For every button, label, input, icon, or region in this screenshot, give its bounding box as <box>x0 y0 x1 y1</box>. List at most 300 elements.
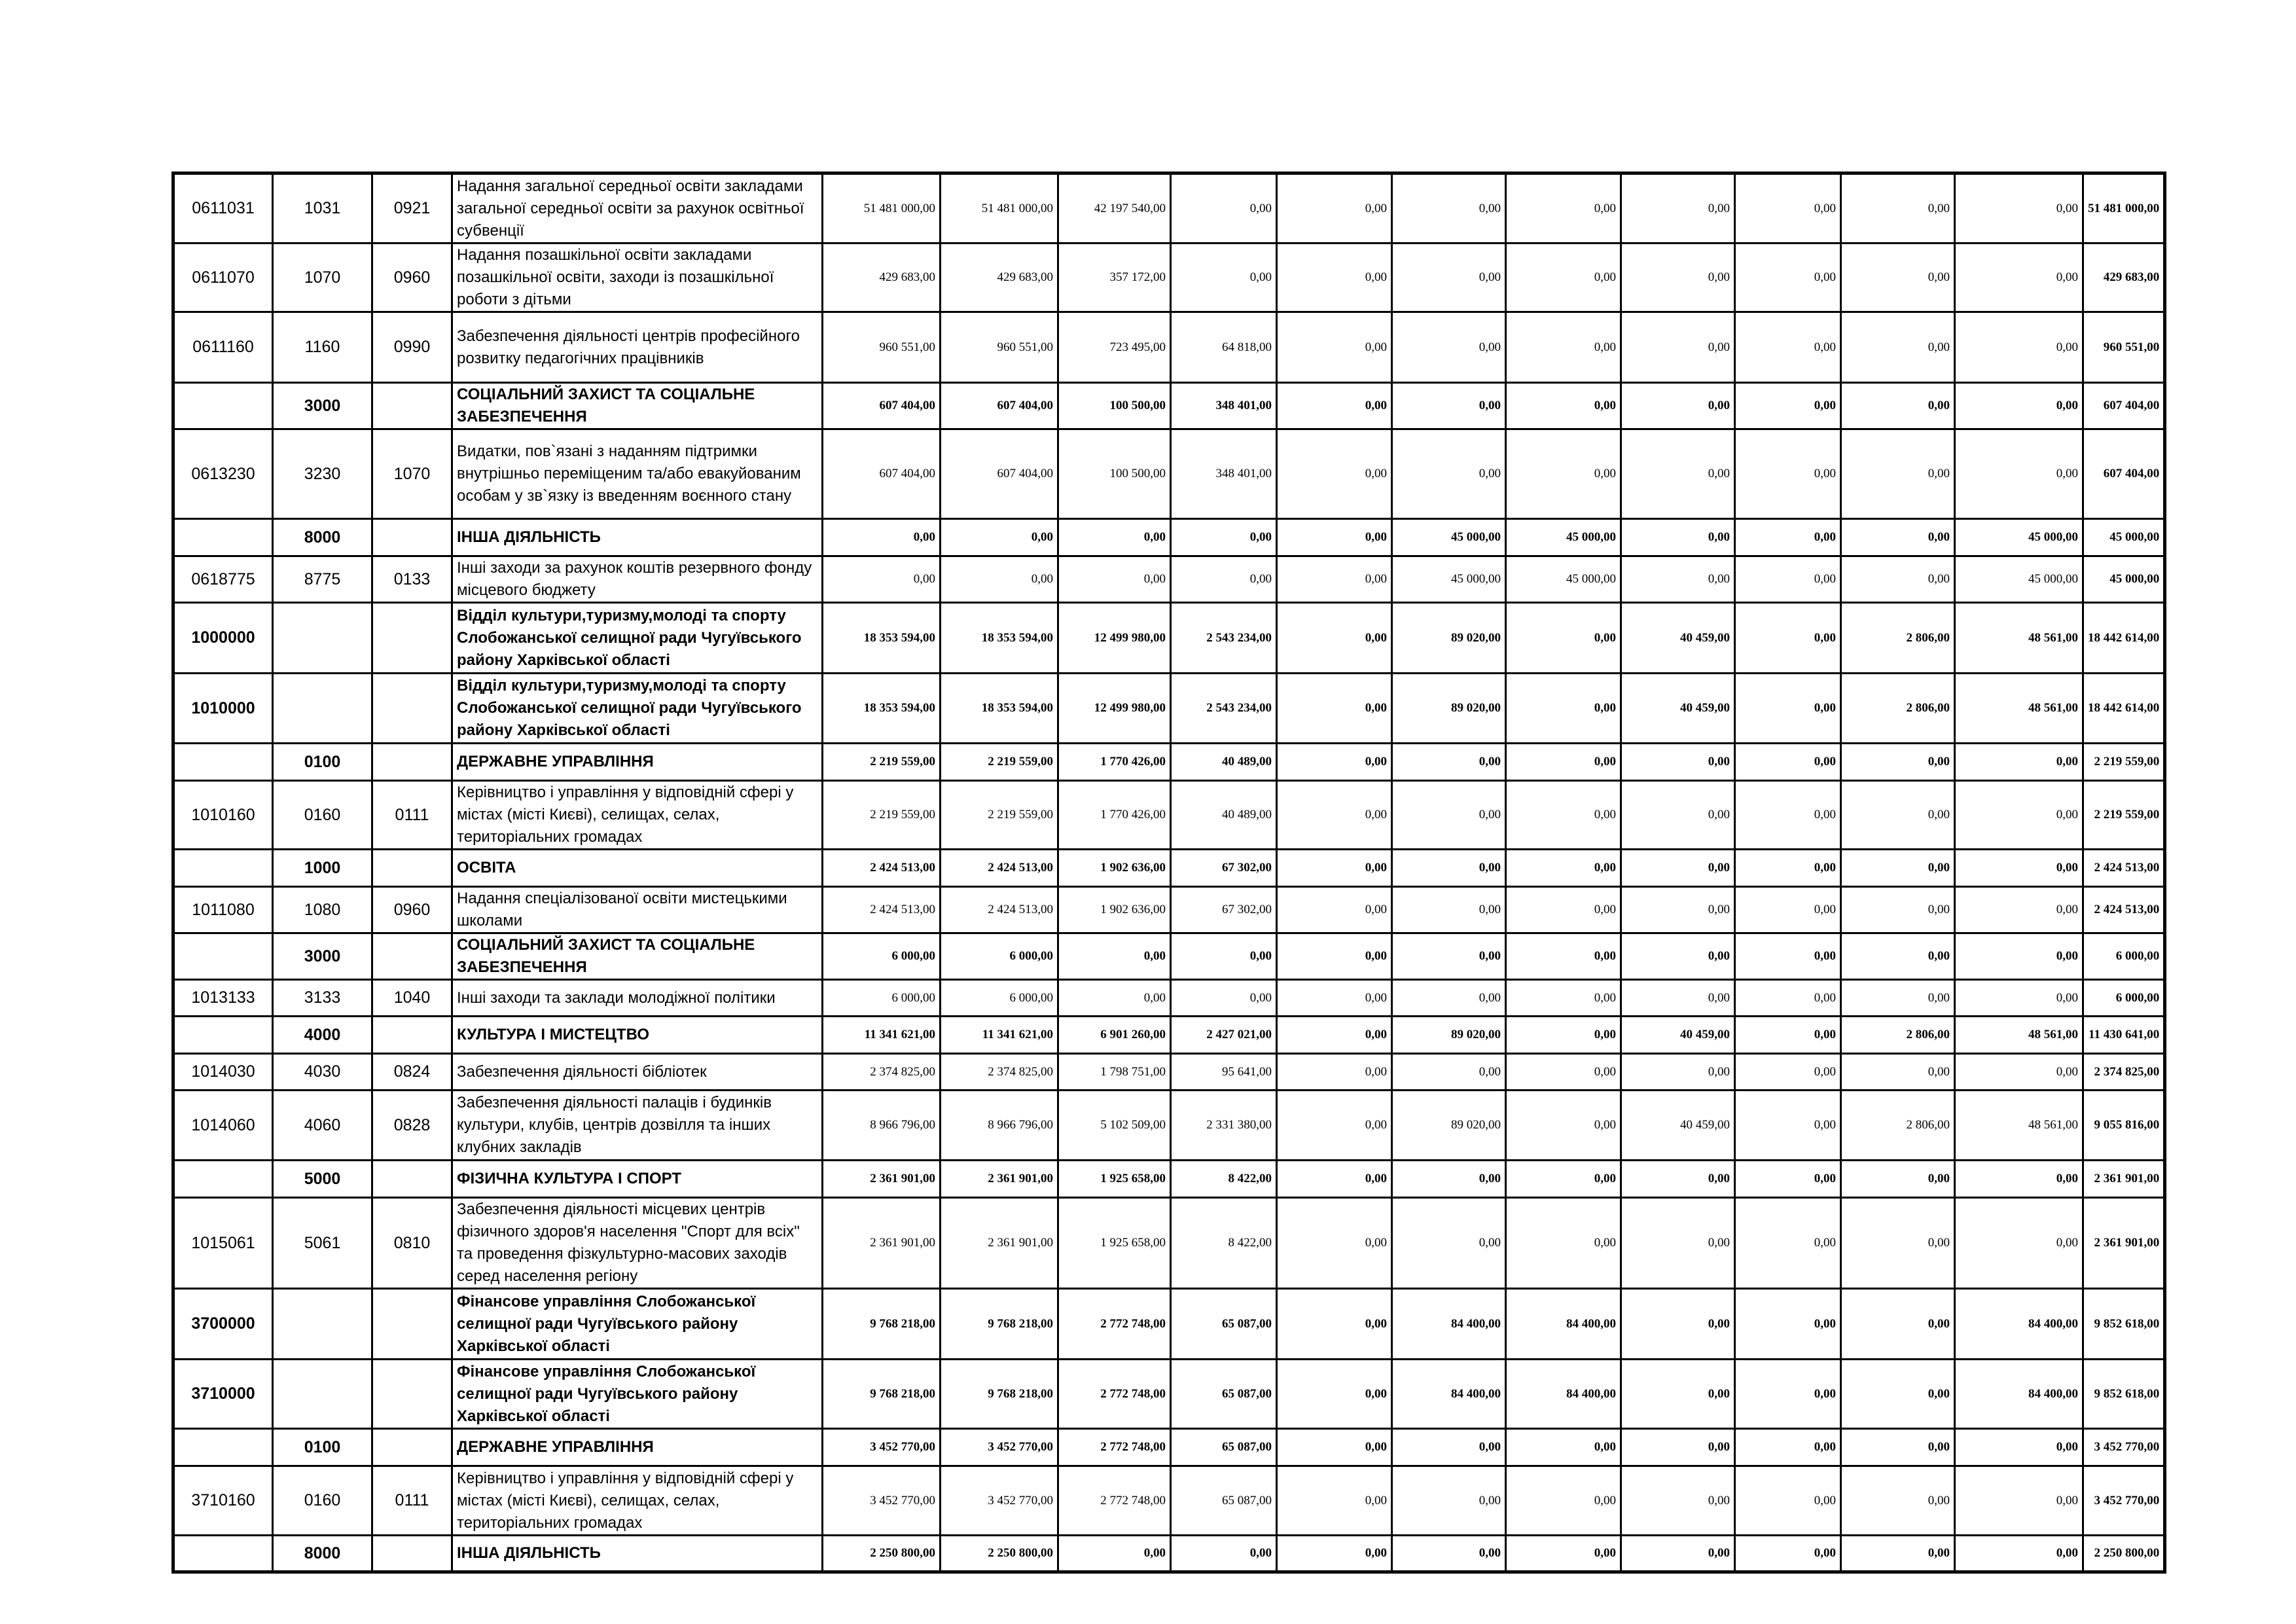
amount-cell: 0,00 <box>1955 1536 2083 1572</box>
amount-cell: 1 902 636,00 <box>1058 850 1171 887</box>
amount-cell: 0,00 <box>1506 1017 1621 1054</box>
amount-cell: 89 020,00 <box>1392 1017 1506 1054</box>
amount-cell: 0,00 <box>1506 1429 1621 1466</box>
amount-cell: 2 361 901,00 <box>823 1161 941 1198</box>
amount-cell: 0,00 <box>1392 781 1506 850</box>
amount-cell: 0,00 <box>1621 1360 1735 1429</box>
amount-cell: 2 250 800,00 <box>823 1536 941 1572</box>
program-name-cell: Керівництво і управління у відповідній сфері у містах (місті Києві), селищах, селах, територіальних громадах <box>452 781 823 850</box>
amount-cell: 0,00 <box>1277 1161 1392 1198</box>
code-cell-tpkvk <box>273 603 372 674</box>
program-name-cell: ІНША ДІЯЛЬНІСТЬ <box>452 1536 823 1572</box>
amount-cell: 84 400,00 <box>1955 1289 2083 1360</box>
program-name-cell: ФІЗИЧНА КУЛЬТУРА І СПОРТ <box>452 1161 823 1198</box>
amount-cell: 89 020,00 <box>1392 674 1506 744</box>
amount-cell: 2 543 234,00 <box>1171 674 1277 744</box>
code-cell-tpkvk: 3133 <box>273 980 372 1017</box>
amount-cell: 67 302,00 <box>1171 850 1277 887</box>
code-cell-kfkvk: 0111 <box>372 781 452 850</box>
amount-cell: 0,00 <box>1506 1466 1621 1536</box>
code-cell-kpkvk: 0613230 <box>173 429 273 519</box>
program-name-cell: Надання загальної середньої освіти закладами загальної середньої освіти за рахунок освітньої субвенції <box>452 173 823 244</box>
code-cell-kfkvk: 0824 <box>372 1054 452 1091</box>
amount-cell: 2 806,00 <box>1841 1091 1955 1161</box>
code-cell-kfkvk: 0828 <box>372 1091 452 1161</box>
amount-cell: 0,00 <box>1841 556 1955 603</box>
table-row <box>173 1161 2165 1198</box>
amount-cell: 0,00 <box>1277 1466 1392 1536</box>
amount-cell: 65 087,00 <box>1171 1360 1277 1429</box>
table-row <box>173 980 2165 1017</box>
amount-cell: 0,00 <box>1277 674 1392 744</box>
code-cell-kfkvk: 0960 <box>372 887 452 933</box>
amount-cell: 0,00 <box>1392 744 1506 781</box>
amount-cell: 2 219 559,00 <box>941 744 1058 781</box>
amount-cell: 0,00 <box>1955 850 2083 887</box>
amount-cell: 2 374 825,00 <box>941 1054 1058 1091</box>
total-amount-cell: 960 551,00 <box>2083 312 2165 383</box>
amount-cell: 95 641,00 <box>1171 1054 1277 1091</box>
amount-cell: 48 561,00 <box>1955 674 2083 744</box>
amount-cell: 0,00 <box>1841 1054 1955 1091</box>
code-cell-kpkvk: 0611031 <box>173 173 273 244</box>
amount-cell: 0,00 <box>1392 933 1506 980</box>
amount-cell: 0,00 <box>1392 850 1506 887</box>
amount-cell: 0,00 <box>1171 173 1277 244</box>
amount-cell: 1 798 751,00 <box>1058 1054 1171 1091</box>
amount-cell: 0,00 <box>1171 933 1277 980</box>
amount-cell: 9 768 218,00 <box>941 1289 1058 1360</box>
amount-cell: 3 452 770,00 <box>823 1466 941 1536</box>
amount-cell: 84 400,00 <box>1392 1289 1506 1360</box>
code-cell-tpkvk: 0160 <box>273 1466 372 1536</box>
table-row <box>173 1429 2165 1466</box>
amount-cell: 0,00 <box>1621 1161 1735 1198</box>
table-row <box>173 850 2165 887</box>
amount-cell: 51 481 000,00 <box>823 173 941 244</box>
amount-cell: 0,00 <box>1955 244 2083 312</box>
amount-cell: 51 481 000,00 <box>941 173 1058 244</box>
program-name-cell: Керівництво і управління у відповідній сфері у містах (місті Києві), селищах, селах, територіальних громадах <box>452 1466 823 1536</box>
amount-cell: 64 818,00 <box>1171 312 1277 383</box>
amount-cell: 0,00 <box>1621 1466 1735 1536</box>
amount-cell: 0,00 <box>1392 1161 1506 1198</box>
amount-cell: 9 768 218,00 <box>941 1360 1058 1429</box>
code-cell-tpkvk: 1160 <box>273 312 372 383</box>
amount-cell: 0,00 <box>1735 1198 1841 1289</box>
table-row <box>173 1360 2165 1429</box>
amount-cell: 0,00 <box>1955 744 2083 781</box>
amount-cell: 0,00 <box>1506 744 1621 781</box>
amount-cell: 0,00 <box>1392 312 1506 383</box>
amount-cell: 0,00 <box>1735 1017 1841 1054</box>
amount-cell: 1 902 636,00 <box>1058 887 1171 933</box>
total-amount-cell: 11 430 641,00 <box>2083 1017 2165 1054</box>
total-amount-cell: 2 219 559,00 <box>2083 781 2165 850</box>
amount-cell: 0,00 <box>1955 781 2083 850</box>
amount-cell: 9 768 218,00 <box>823 1289 941 1360</box>
amount-cell: 0,00 <box>1841 980 1955 1017</box>
amount-cell: 0,00 <box>1955 933 2083 980</box>
table-row <box>173 244 2165 312</box>
code-cell-kfkvk: 0111 <box>372 1466 452 1536</box>
amount-cell: 0,00 <box>1277 1360 1392 1429</box>
amount-cell: 2 772 748,00 <box>1058 1289 1171 1360</box>
amount-cell: 0,00 <box>1277 429 1392 519</box>
amount-cell: 0,00 <box>1735 603 1841 674</box>
amount-cell: 2 361 901,00 <box>941 1198 1058 1289</box>
amount-cell: 8 966 796,00 <box>823 1091 941 1161</box>
amount-cell: 2 219 559,00 <box>941 781 1058 850</box>
amount-cell: 0,00 <box>1392 244 1506 312</box>
code-cell-tpkvk: 5061 <box>273 1198 372 1289</box>
total-amount-cell: 607 404,00 <box>2083 383 2165 429</box>
amount-cell: 0,00 <box>1735 850 1841 887</box>
amount-cell: 0,00 <box>1955 312 2083 383</box>
amount-cell: 89 020,00 <box>1392 603 1506 674</box>
code-cell-kpkvk: 1014030 <box>173 1054 273 1091</box>
table-row <box>173 312 2165 383</box>
code-cell-tpkvk: 1000 <box>273 850 372 887</box>
amount-cell: 48 561,00 <box>1955 1091 2083 1161</box>
amount-cell: 0,00 <box>1058 933 1171 980</box>
total-amount-cell: 6 000,00 <box>2083 933 2165 980</box>
table-row <box>173 744 2165 781</box>
amount-cell: 0,00 <box>1735 1054 1841 1091</box>
amount-cell: 2 772 748,00 <box>1058 1360 1171 1429</box>
amount-cell: 0,00 <box>1277 312 1392 383</box>
amount-cell: 0,00 <box>1277 1091 1392 1161</box>
code-cell-kfkvk: 0133 <box>372 556 452 603</box>
code-cell-kpkvk <box>173 1429 273 1466</box>
amount-cell: 0,00 <box>1506 1198 1621 1289</box>
amount-cell: 100 500,00 <box>1058 383 1171 429</box>
code-cell-kfkvk <box>372 1360 452 1429</box>
amount-cell: 45 000,00 <box>1955 519 2083 556</box>
code-cell-kpkvk: 0618775 <box>173 556 273 603</box>
amount-cell: 0,00 <box>1621 1536 1735 1572</box>
code-cell-tpkvk: 0100 <box>273 1429 372 1466</box>
total-amount-cell: 9 055 816,00 <box>2083 1091 2165 1161</box>
amount-cell: 0,00 <box>1392 1536 1506 1572</box>
code-cell-tpkvk <box>273 1289 372 1360</box>
amount-cell: 0,00 <box>1506 887 1621 933</box>
total-amount-cell: 45 000,00 <box>2083 519 2165 556</box>
amount-cell: 0,00 <box>1506 674 1621 744</box>
amount-cell: 67 302,00 <box>1171 887 1277 933</box>
program-name-cell: Інші заходи та заклади молодіжної політики <box>452 980 823 1017</box>
amount-cell: 0,00 <box>1841 1161 1955 1198</box>
amount-cell: 0,00 <box>1735 980 1841 1017</box>
amount-cell: 84 400,00 <box>1392 1360 1506 1429</box>
amount-cell: 348 401,00 <box>1171 429 1277 519</box>
program-name-cell: СОЦІАЛЬНИЙ ЗАХИСТ ТА СОЦІАЛЬНЕ ЗАБЕЗПЕЧЕННЯ <box>452 383 823 429</box>
amount-cell: 84 400,00 <box>1506 1360 1621 1429</box>
table-row <box>173 1466 2165 1536</box>
amount-cell: 0,00 <box>1506 429 1621 519</box>
amount-cell: 0,00 <box>1277 1429 1392 1466</box>
amount-cell: 8 966 796,00 <box>941 1091 1058 1161</box>
table-row <box>173 933 2165 980</box>
amount-cell: 0,00 <box>1277 1198 1392 1289</box>
amount-cell: 45 000,00 <box>1392 556 1506 603</box>
amount-cell: 0,00 <box>1735 383 1841 429</box>
amount-cell: 0,00 <box>1171 519 1277 556</box>
amount-cell: 0,00 <box>1841 744 1955 781</box>
total-amount-cell: 2 424 513,00 <box>2083 887 2165 933</box>
amount-cell: 0,00 <box>1955 887 2083 933</box>
amount-cell: 0,00 <box>1621 980 1735 1017</box>
amount-cell: 40 459,00 <box>1621 1091 1735 1161</box>
amount-cell: 0,00 <box>1621 850 1735 887</box>
amount-cell: 0,00 <box>1735 781 1841 850</box>
total-amount-cell: 45 000,00 <box>2083 556 2165 603</box>
amount-cell: 0,00 <box>1058 556 1171 603</box>
code-cell-tpkvk: 1031 <box>273 173 372 244</box>
amount-cell: 0,00 <box>1277 244 1392 312</box>
amount-cell: 0,00 <box>1955 1054 2083 1091</box>
program-name-cell: Видатки, пов`язані з наданням підтримки внутрішньо переміщеним та/або евакуйованим особам у зв`язку із введенням воєнного стану <box>452 429 823 519</box>
amount-cell: 0,00 <box>1277 980 1392 1017</box>
code-cell-tpkvk: 4030 <box>273 1054 372 1091</box>
code-cell-kpkvk <box>173 1536 273 1572</box>
table-row <box>173 603 2165 674</box>
amount-cell: 0,00 <box>1621 244 1735 312</box>
amount-cell: 0,00 <box>1506 1536 1621 1572</box>
total-amount-cell: 9 852 618,00 <box>2083 1289 2165 1360</box>
table-row <box>173 1017 2165 1054</box>
amount-cell: 0,00 <box>1735 674 1841 744</box>
code-cell-tpkvk: 3000 <box>273 383 372 429</box>
amount-cell: 2 219 559,00 <box>823 744 941 781</box>
amount-cell: 0,00 <box>1171 244 1277 312</box>
program-name-cell: ІНША ДІЯЛЬНІСТЬ <box>452 519 823 556</box>
program-name-cell: Забезпечення діяльності місцевих центрів фізичного здоров'я населення "Спорт для всіх" та проведення фізкультурно-масових заходів серед населення регіону <box>452 1198 823 1289</box>
amount-cell: 0,00 <box>1277 850 1392 887</box>
program-name-cell: ДЕРЖАВНЕ УПРАВЛІННЯ <box>452 1429 823 1466</box>
code-cell-tpkvk <box>273 1360 372 1429</box>
amount-cell: 0,00 <box>1277 556 1392 603</box>
amount-cell: 12 499 980,00 <box>1058 603 1171 674</box>
amount-cell: 0,00 <box>1058 980 1171 1017</box>
code-cell-kpkvk: 1015061 <box>173 1198 273 1289</box>
amount-cell: 6 000,00 <box>941 980 1058 1017</box>
amount-cell: 84 400,00 <box>1955 1360 2083 1429</box>
amount-cell: 960 551,00 <box>941 312 1058 383</box>
amount-cell: 0,00 <box>1735 1289 1841 1360</box>
amount-cell: 607 404,00 <box>823 383 941 429</box>
amount-cell: 2 424 513,00 <box>941 887 1058 933</box>
amount-cell: 0,00 <box>1506 173 1621 244</box>
amount-cell: 0,00 <box>1277 519 1392 556</box>
amount-cell: 0,00 <box>1735 1536 1841 1572</box>
amount-cell: 2 374 825,00 <box>823 1054 941 1091</box>
amount-cell: 0,00 <box>1841 933 1955 980</box>
amount-cell: 18 353 594,00 <box>941 674 1058 744</box>
amount-cell: 1 770 426,00 <box>1058 781 1171 850</box>
amount-cell: 0,00 <box>1277 933 1392 980</box>
amount-cell: 100 500,00 <box>1058 429 1171 519</box>
amount-cell: 0,00 <box>1506 1054 1621 1091</box>
code-cell-kpkvk: 1010160 <box>173 781 273 850</box>
total-amount-cell: 9 852 618,00 <box>2083 1360 2165 1429</box>
code-cell-kpkvk <box>173 1161 273 1198</box>
total-amount-cell: 18 442 614,00 <box>2083 603 2165 674</box>
amount-cell: 0,00 <box>1621 556 1735 603</box>
amount-cell: 0,00 <box>1841 887 1955 933</box>
code-cell-kpkvk <box>173 744 273 781</box>
amount-cell: 0,00 <box>1841 781 1955 850</box>
amount-cell: 8 422,00 <box>1171 1198 1277 1289</box>
amount-cell: 42 197 540,00 <box>1058 173 1171 244</box>
amount-cell: 607 404,00 <box>941 429 1058 519</box>
code-cell-kpkvk: 0611160 <box>173 312 273 383</box>
amount-cell: 0,00 <box>1506 603 1621 674</box>
code-cell-kpkvk: 1013133 <box>173 980 273 1017</box>
amount-cell: 2 250 800,00 <box>941 1536 1058 1572</box>
code-cell-kfkvk <box>372 519 452 556</box>
table-row <box>173 383 2165 429</box>
amount-cell: 6 000,00 <box>941 933 1058 980</box>
amount-cell: 3 452 770,00 <box>941 1466 1058 1536</box>
amount-cell: 40 459,00 <box>1621 674 1735 744</box>
amount-cell: 2 427 021,00 <box>1171 1017 1277 1054</box>
total-amount-cell: 18 442 614,00 <box>2083 674 2165 744</box>
total-amount-cell: 3 452 770,00 <box>2083 1466 2165 1536</box>
amount-cell: 0,00 <box>1392 429 1506 519</box>
code-cell-kfkvk: 1070 <box>372 429 452 519</box>
amount-cell: 0,00 <box>1841 1289 1955 1360</box>
amount-cell: 0,00 <box>1621 1429 1735 1466</box>
code-cell-kpkvk: 3700000 <box>173 1289 273 1360</box>
amount-cell: 0,00 <box>823 556 941 603</box>
amount-cell: 40 489,00 <box>1171 781 1277 850</box>
table-row <box>173 1536 2165 1572</box>
amount-cell: 6 000,00 <box>823 933 941 980</box>
amount-cell: 0,00 <box>1392 1054 1506 1091</box>
amount-cell: 48 561,00 <box>1955 1017 2083 1054</box>
code-cell-kfkvk: 0921 <box>372 173 452 244</box>
amount-cell: 0,00 <box>1277 744 1392 781</box>
table-row <box>173 556 2165 603</box>
amount-cell: 0,00 <box>1841 244 1955 312</box>
amount-cell: 0,00 <box>1506 980 1621 1017</box>
code-cell-kfkvk <box>372 744 452 781</box>
code-cell-kfkvk <box>372 1161 452 1198</box>
amount-cell: 0,00 <box>1735 429 1841 519</box>
amount-cell: 45 000,00 <box>1955 556 2083 603</box>
amount-cell: 0,00 <box>1277 887 1392 933</box>
amount-cell: 0,00 <box>1841 850 1955 887</box>
code-cell-tpkvk <box>273 674 372 744</box>
amount-cell: 0,00 <box>1841 519 1955 556</box>
code-cell-kfkvk <box>372 1017 452 1054</box>
amount-cell: 0,00 <box>1735 244 1841 312</box>
program-name-cell: Відділ культури,туризму,молоді та спорту Слобожанської селищної ради Чугуївського району Харківської області <box>452 603 823 674</box>
code-cell-tpkvk: 0100 <box>273 744 372 781</box>
amount-cell: 0,00 <box>1735 744 1841 781</box>
amount-cell: 2 806,00 <box>1841 674 1955 744</box>
code-cell-kpkvk <box>173 933 273 980</box>
amount-cell: 607 404,00 <box>823 429 941 519</box>
budget-table <box>171 171 2166 1574</box>
amount-cell: 0,00 <box>1621 312 1735 383</box>
amount-cell: 0,00 <box>1841 1536 1955 1572</box>
amount-cell: 0,00 <box>1735 1161 1841 1198</box>
amount-cell: 0,00 <box>1955 1161 2083 1198</box>
amount-cell: 0,00 <box>1841 1360 1955 1429</box>
amount-cell: 2 219 559,00 <box>823 781 941 850</box>
total-amount-cell: 2 361 901,00 <box>2083 1198 2165 1289</box>
amount-cell: 0,00 <box>1506 312 1621 383</box>
amount-cell: 0,00 <box>1621 383 1735 429</box>
code-cell-kfkvk: 0810 <box>372 1198 452 1289</box>
code-cell-kpkvk: 3710000 <box>173 1360 273 1429</box>
code-cell-kfkvk <box>372 674 452 744</box>
amount-cell: 0,00 <box>941 519 1058 556</box>
program-name-cell: Забезпечення діяльності бібліотек <box>452 1054 823 1091</box>
amount-cell: 0,00 <box>823 519 941 556</box>
amount-cell: 8 422,00 <box>1171 1161 1277 1198</box>
code-cell-tpkvk: 3000 <box>273 933 372 980</box>
amount-cell: 0,00 <box>1506 244 1621 312</box>
amount-cell: 18 353 594,00 <box>941 603 1058 674</box>
amount-cell: 1 770 426,00 <box>1058 744 1171 781</box>
code-cell-tpkvk: 0160 <box>273 781 372 850</box>
code-cell-kpkvk: 1010000 <box>173 674 273 744</box>
amount-cell: 0,00 <box>1955 383 2083 429</box>
amount-cell: 0,00 <box>1392 173 1506 244</box>
total-amount-cell: 2 219 559,00 <box>2083 744 2165 781</box>
code-cell-tpkvk: 4060 <box>273 1091 372 1161</box>
amount-cell: 0,00 <box>1277 173 1392 244</box>
amount-cell: 0,00 <box>1955 1198 2083 1289</box>
amount-cell: 1 925 658,00 <box>1058 1161 1171 1198</box>
amount-cell: 0,00 <box>1955 429 2083 519</box>
amount-cell: 357 172,00 <box>1058 244 1171 312</box>
amount-cell: 0,00 <box>1621 1054 1735 1091</box>
program-name-cell: ОСВІТА <box>452 850 823 887</box>
code-cell-kpkvk <box>173 519 273 556</box>
amount-cell: 0,00 <box>1735 1429 1841 1466</box>
program-name-cell: СОЦІАЛЬНИЙ ЗАХИСТ ТА СОЦІАЛЬНЕ ЗАБЕЗПЕЧЕННЯ <box>452 933 823 980</box>
amount-cell: 0,00 <box>1277 1017 1392 1054</box>
amount-cell: 0,00 <box>1621 781 1735 850</box>
amount-cell: 18 353 594,00 <box>823 674 941 744</box>
table-row <box>173 1289 2165 1360</box>
amount-cell: 348 401,00 <box>1171 383 1277 429</box>
amount-cell: 0,00 <box>1735 1091 1841 1161</box>
amount-cell: 0,00 <box>1171 980 1277 1017</box>
amount-cell: 0,00 <box>1277 603 1392 674</box>
amount-cell: 0,00 <box>1841 312 1955 383</box>
code-cell-kfkvk: 0960 <box>372 244 452 312</box>
amount-cell: 0,00 <box>1277 1054 1392 1091</box>
amount-cell: 2 424 513,00 <box>823 887 941 933</box>
program-name-cell: Інші заходи за рахунок коштів резервного фонду місцевого бюджету <box>452 556 823 603</box>
amount-cell: 2 424 513,00 <box>941 850 1058 887</box>
amount-cell: 0,00 <box>1392 383 1506 429</box>
amount-cell: 0,00 <box>1955 173 2083 244</box>
amount-cell: 0,00 <box>1506 850 1621 887</box>
amount-cell: 0,00 <box>1392 1198 1506 1289</box>
amount-cell: 18 353 594,00 <box>823 603 941 674</box>
program-name-cell: КУЛЬТУРА І МИСТЕЦТВО <box>452 1017 823 1054</box>
amount-cell: 429 683,00 <box>823 244 941 312</box>
code-cell-kfkvk: 0990 <box>372 312 452 383</box>
program-name-cell: Забезпечення діяльності центрів професійного розвитку педагогічних працівників <box>452 312 823 383</box>
amount-cell: 2 806,00 <box>1841 1017 1955 1054</box>
